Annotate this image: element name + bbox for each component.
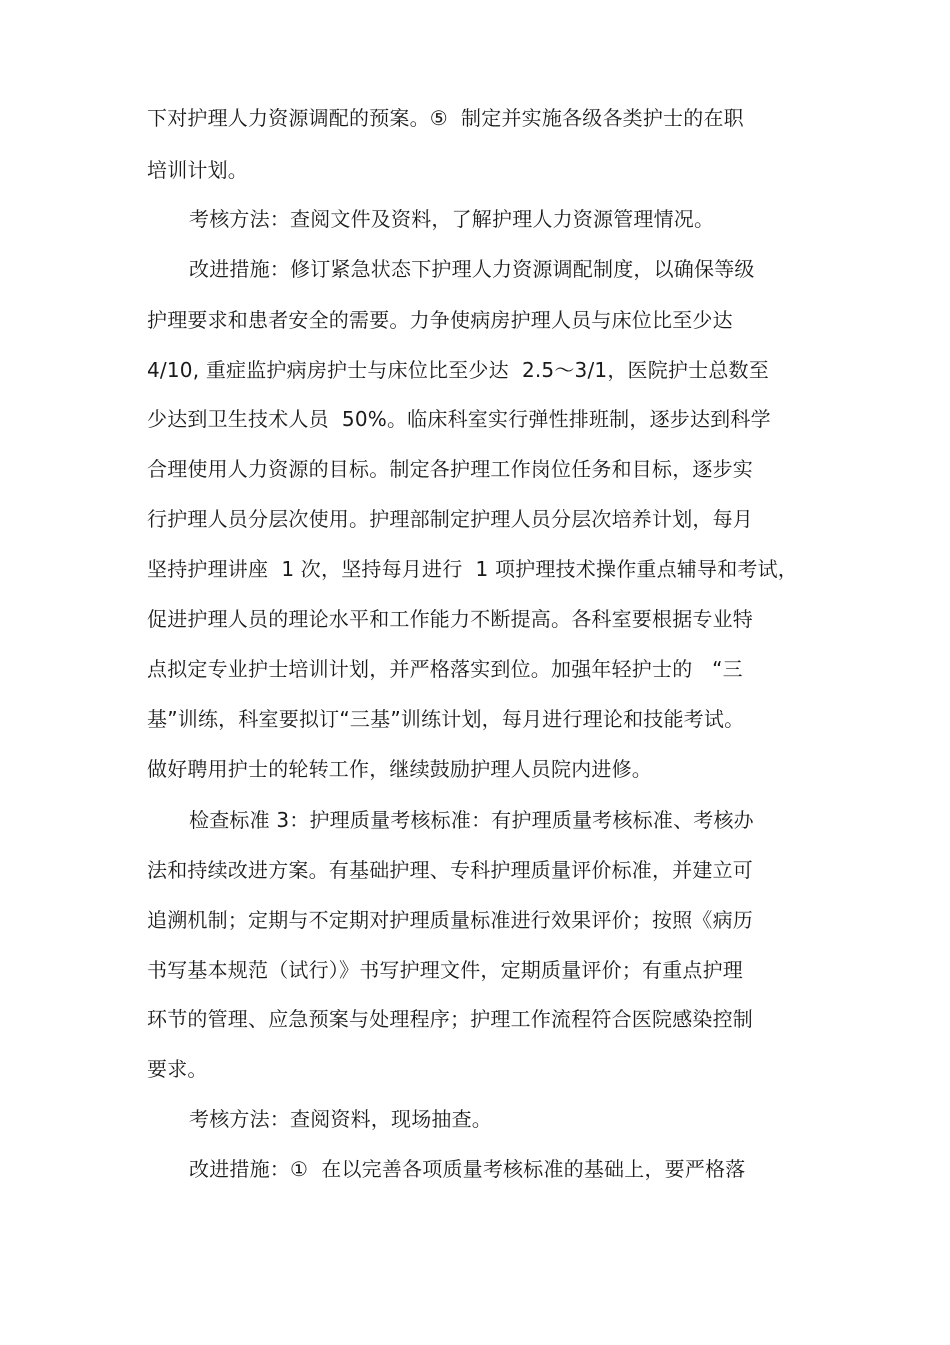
text-line: 书写基本规范（试行）》书写护理文件，定期质量评价；有重点护理 bbox=[147, 958, 743, 982]
text-line: 要求。 bbox=[147, 1057, 208, 1081]
text-line: 4/10, 重症监护病房护士与床位比至少达 2.5～3/1，医院护士总数至 bbox=[147, 358, 769, 382]
text-line: 培训计划。 bbox=[147, 158, 248, 182]
text-line: 点拟定专业护士培训计划，并严格落实到位。加强年轻护士的 “三 bbox=[147, 657, 743, 681]
text-line: 下对护理人力资源调配的预案。⑤ 制定并实施各级各类护士的在职 bbox=[147, 106, 744, 130]
text-line: 坚持护理讲座 1 次，坚持每月进行 1 项护理技术操作重点辅导和考试， bbox=[147, 557, 798, 581]
text-line: 促进护理人员的理论水平和工作能力不断提高。各科室要根据专业特 bbox=[147, 607, 753, 631]
text-line: 少达到卫生技术人员 50%。临床科室实行弹性排班制，逐步达到科学 bbox=[147, 407, 771, 431]
text-line: 护理要求和患者安全的需要。力争使病房护理人员与床位比至少达 bbox=[147, 308, 733, 332]
text-line: 改进措施：① 在以完善各项质量考核标准的基础上，要严格落 bbox=[189, 1157, 746, 1181]
text-line: 基”训练，科室要拟订“三基”训练计划，每月进行理论和技能考试。 bbox=[147, 707, 745, 731]
text-line: 考核方法：查阅文件及资料，了解护理人力资源管理情况。 bbox=[189, 207, 715, 231]
text-line: 合理使用人力资源的目标。制定各护理工作岗位任务和目标，逐步实 bbox=[147, 457, 753, 481]
text-line: 做好聘用护士的轮转工作，继续鼓励护理人员院内进修。 bbox=[147, 757, 652, 781]
text-line: 法和持续改进方案。有基础护理、专科护理质量评价标准，并建立可 bbox=[147, 858, 753, 882]
text-line: 环节的管理、应急预案与处理程序；护理工作流程符合医院感染控制 bbox=[147, 1007, 753, 1031]
text-line: 考核方法：查阅资料，现场抽查。 bbox=[189, 1107, 492, 1131]
text-line: 追溯机制；定期与不定期对护理质量标准进行效果评价；按照《病历 bbox=[147, 908, 753, 932]
text-line: 检查标准 3：护理质量考核标准：有护理质量考核标准、考核办 bbox=[189, 808, 754, 832]
text-line: 行护理人员分层次使用。护理部制定护理人员分层次培养计划，每月 bbox=[147, 507, 753, 531]
text-line: 改进措施：修订紧急状态下护理人力资源调配制度，以确保等级 bbox=[189, 257, 755, 281]
